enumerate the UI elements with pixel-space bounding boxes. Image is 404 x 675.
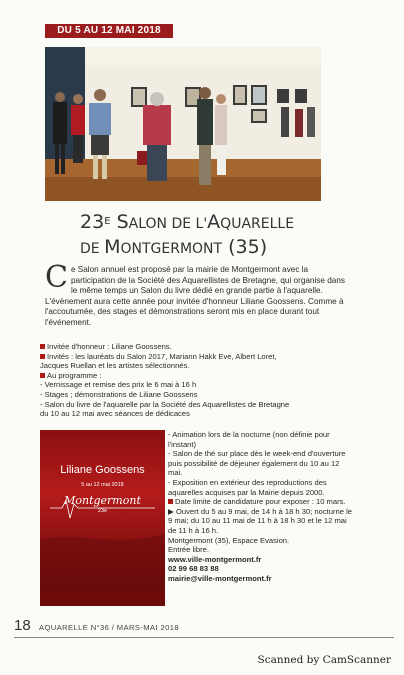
intro-paragraph	[45, 260, 350, 329]
title-initial-a: A	[207, 211, 221, 233]
magazine-issue: AQUARELLE N°36 / MARS-MAI 2018	[39, 623, 179, 632]
practical-info	[168, 430, 353, 584]
website-link[interactable]: www.ville-montgermont.fr	[168, 554, 262, 564]
title-number: 23	[80, 211, 105, 233]
list-item: - Vernissage et remise des prix le 6 mai à 16 h	[40, 380, 197, 390]
info-line: Date limite de candidature pour exposer : 10 mars.	[168, 497, 353, 507]
list-item: Au programme :	[40, 371, 352, 381]
footer-divider	[14, 637, 394, 638]
poster-town: Montgermont	[64, 494, 141, 507]
list-item: du 10 au 12 mai avec séances de dédicaces	[40, 409, 190, 419]
title-line-2	[80, 236, 380, 261]
title-initial-m: M	[104, 236, 121, 258]
title-word-ontgermont: ONTGERMONT	[120, 241, 223, 257]
info-line: - Salon de thé sur place dès le week-end d'ouverture puis possibilité de déjeuner également du 10 au 12 mai.	[168, 449, 346, 478]
article-title	[80, 211, 380, 261]
info-line: - Animation lors de la nocturne (non définie pour l'instant)	[168, 430, 330, 449]
list-item: Invitée d'honneur : Liliane Goossens.	[40, 342, 352, 352]
date-banner: DU 5 AU 12 MAI 2018	[45, 24, 173, 38]
list-item: Jacques Ruellan et les artistes sélectionnés.	[40, 361, 190, 371]
title-word-de: DE	[80, 241, 105, 257]
poster-footer	[40, 588, 165, 606]
info-line: - Exposition en extérieur des reproductions des aquarelles acquises par la Mairie depuis 2000.	[168, 477, 327, 497]
bullet-square-icon	[40, 373, 45, 378]
title-suffix: (35)	[222, 236, 268, 258]
page-footer	[14, 617, 394, 637]
title-word-quarelle: QUARELLE	[220, 216, 295, 232]
scanner-watermark: Scanned by CamScanner	[257, 654, 391, 666]
drop-cap: C	[45, 260, 68, 295]
event-details	[40, 342, 352, 419]
bullet-square-icon	[40, 354, 45, 359]
info-line: ▶ Ouvert du 5 au 9 mai, de 14 h à 18 h 30; nocturne le 9 mai; du 10 au 11 mai de 11 h à 18 h 30 et le 12 mai de 11 h à 16 h.	[168, 506, 352, 535]
info-line: Montgermont (35), Espace Evasion.	[168, 535, 290, 545]
phone-number: 02 99 68 83 88	[168, 564, 219, 574]
poster-edition: 23e	[97, 508, 108, 514]
intro-text: e Salon annuel est proposé par la mairie de Montgermont avec la participation de la Société des Aquarellistes de Bretagne, qui organise dans le même temps un Salon du livre dédié en grande partie à l'aquarelle. L'évènement aura cette année pour invitée d'honneur Liliane Goossens. Comme à l'accoutumée, des stages et démonstrations seront mis en place durant tout l'événement.	[45, 265, 345, 327]
title-word-alon: ALON DE L'	[128, 216, 208, 232]
arrow-right-icon: ▶	[168, 506, 176, 516]
exhibition-photo	[45, 47, 321, 201]
bullet-square-icon	[168, 499, 173, 504]
page-number: 18	[14, 617, 31, 634]
title-superscript: E	[104, 216, 111, 227]
title-initial-s: S	[116, 211, 129, 233]
poster-wave-graphic	[40, 430, 165, 606]
info-line: Entrée libre.	[168, 545, 209, 555]
poster-artist-name: Liliane Goossens	[60, 464, 145, 476]
event-poster	[40, 430, 165, 606]
list-item: - Stages ; démonstrations de Liliane Goossens	[40, 389, 198, 399]
title-line-1	[80, 211, 380, 236]
list-item: Invités : les lauréats du Salon 2017, Mariann Hakk Eve, Albert Loret,	[40, 352, 352, 362]
bullet-square-icon	[40, 344, 45, 349]
list-item: - Salon du livre de l'aquarelle par la Société des Aquarellistes de Bretagne	[40, 399, 290, 409]
email-link[interactable]: mairie@ville-montgermont.fr	[168, 573, 272, 583]
poster-dates: 5 au 12 mai 2018	[81, 482, 124, 488]
